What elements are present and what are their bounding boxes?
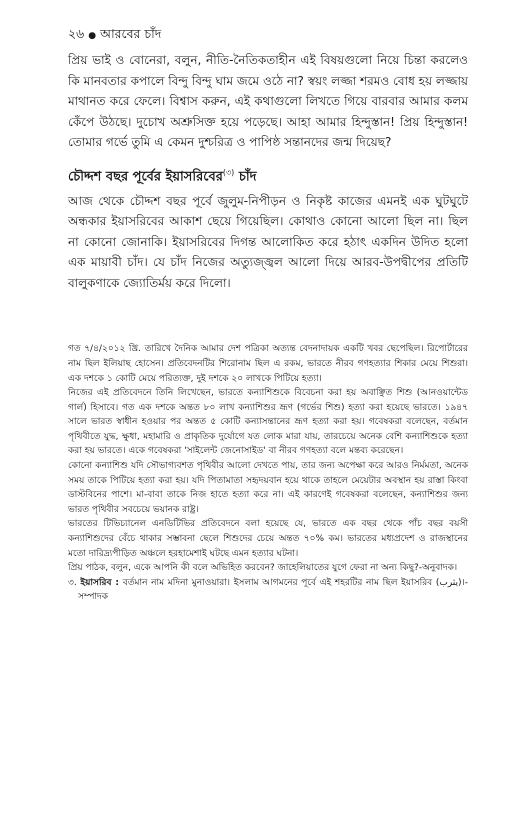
section-heading-tail: চাঁদ [234,168,257,184]
footnote-3 [68,576,468,605]
footnote-paragraph: নিজের এই প্রতিবেদনে তিনি লিখেছেন, ভারতে কন্যাশিশুকে বিবেচনা করা হয় অবাঞ্ছিত শিশু (আনওয়ান্টেড গার্ল) হিসাবে। গত এক দশকে অন্তত ৮০ লাখ কন্যাশিশুর ভ্রূণ (গর্ভের শিশু) হত্যা করা হয়েছে ভারতে। ১৯৪৭ সালে ভারত স্বাধীন হওয়ার পর অন্তত ৫ কোটি কন্যাসন্তানের ভ্রূণ হত্যা করা হয়। গবেষকরা বলেছেন, বর্তমান পৃথিবীতে যুদ্ধ, ক্ষুধা, মহামারি ও প্রাকৃতিক দুর্যোগে যত লোক মারা যায়, তারচেয়ে অনেক বেশি কন্যাশিশুকে হত্যা করা হয় ভারতে। একে গবেষকরা 'সাইলেন্ট জেনোসাইড' বা নীরব গণহত্যা বলে মন্তব্য করেছেন। [68,388,468,457]
book-page [68,26,468,605]
section-heading-text: চৌদ্দশ বছর পূর্বের ইয়াসরিবের [68,168,223,184]
book-title: আরবের চাঁদ [100,26,162,41]
footnote-3-text: বর্তমান নাম মদিনা মুনাওয়ারা। ইসলাম আগমনের পূর্বে এই শহরটির নাম ছিল ইয়াসরিব (يثرب)।-সম্পাদক [78,577,468,603]
footnotes [68,342,468,605]
footnote-paragraph: কোনো কন্যাশিশু যদি সৌভাগ্যবশত পৃথিবীর আলো দেখতে পায়, তার জন্য অপেক্ষা করে আরও নির্মমতা, অনেক সময় তাকে পিটিয়ে হত্যা করা হয়। যদি পিতামাতা সহৃদয়বান হয়ে থাকে তাহলে মেয়েটার অবস্থান হয় রাস্তা কিংবা ডাস্টবিনের পাশে। মা-বাবা তাকে নিজ হাতে হত্যা করে না। এই কারণেই গবেষকরা বলেছেন, কন্যাশিশুর জন্য ভারত পৃথিবীর সবচেয়ে ভয়ানক রাষ্ট্র। [68,461,468,515]
footnote-paragraph: গত ৭/৪/২০১২ খ্রি. তারিখে দৈনিক আমার দেশ পত্রিকা অত্যন্ত বেদনাদায়ক একটি খবর ছেপেছিল। রিপোর্টারের নাম ছিল ইলিয়াছ হোসেন। প্রতিবেদনটির শিরোনাম ছিল এ রকম, ভারতে নীরব গণহত্যার শিকার মেয়ে শিশুরা। এক দশকে ১ কোটি মেয়ে পরিত্যক্ত, দুই দশকে ২০ লাখকে পিটিয়ে হত্যা। [68,344,468,384]
footnote-3-term: ইয়াসরিব : [80,577,120,588]
intro-section [68,50,468,153]
section-body [68,191,468,294]
footnote-3-mark: ৩. [68,577,77,588]
intro-paragraph: প্রিয় ভাই ও বোনেরা, বলুন, নীতি-নৈতিকতাহীন এই বিষয়গুলো নিয়ে চিন্তা করলেও কি মানবতার কপালে বিন্দু বিন্দু ঘাম জমে ওঠে না? স্বয়ং লজ্জা শরমও বোধ হয় লজ্জায় মাথানত করে ফেলে। বিশ্বাস করুন, এই কথাগুলো লিখতে গিয়ে বারবার আমার কলম কেঁপে উঠছে। দুচোখ অশ্রুসিক্ত হয়ে পড়েছে। আহা আমার হিন্দুস্তান! প্রিয় হিন্দুস্তান! তোমার গর্ভে তুমি এ কেমন দুশ্চরিত্র ও পাপিষ্ঠ সন্তানদের জন্ম দিয়েছ? [68,53,468,149]
running-header [68,26,468,44]
footnote-paragraph: ভারতের টিভিচ্যানেল এনডিটিভির প্রতিবেদনে বলা হয়েছে যে, ভারতে এক বছর থেকে পাঁচ বছর বয়সী কন্যাশিশুদের বেঁচে থাকার সম্ভাবনা ছেলে শিশুদের চেয়ে অন্তত ৭০% কম। ভারতের মধ্যপ্রদেশ ও রাজস্থানের মতো দারিদ্র্যপীড়িত অঞ্চলে হরহামেশাই ঘটছে এমন হত্যার ঘটনা। [68,519,468,559]
section-paragraph: আজ থেকে চৌদ্দশ বছর পূর্বে জুলুম-নিপীড়ন ও নিকৃষ্ট কাজের এমনই এক ঘুটঘুটে অন্ধকার ইয়াসরিবের আকাশ ছেয়ে গিয়েছিল। কোথাও কোনো আলো ছিল না। ছিল না কোনো জোনাকি। ইয়াসরিবের দিগন্ত আলোকিত করে হঠাৎ একদিন উদিত হলো এক মায়াবী চাঁদ। যে চাঁদ নিজের অত্যুজ্জ্বল আলো দিয়ে আরব-উপদ্বীপের প্রতিটি বালুকণাকে জ্যোতির্ময় করে দিলো। [68,193,468,290]
footnote-mark: (৩) [222,167,235,177]
footnote-paragraph: প্রিয় পাঠক, বলুন, একে আপনি কী বলে অভিহিত করবেন? জাহেলিয়াতের যুগে ফেরা না অন্য কিছু?-অনুবাদক। [68,563,458,574]
section-heading [68,163,468,187]
page-number: ২৬ [68,26,85,41]
header-bullet: ● [88,31,97,41]
